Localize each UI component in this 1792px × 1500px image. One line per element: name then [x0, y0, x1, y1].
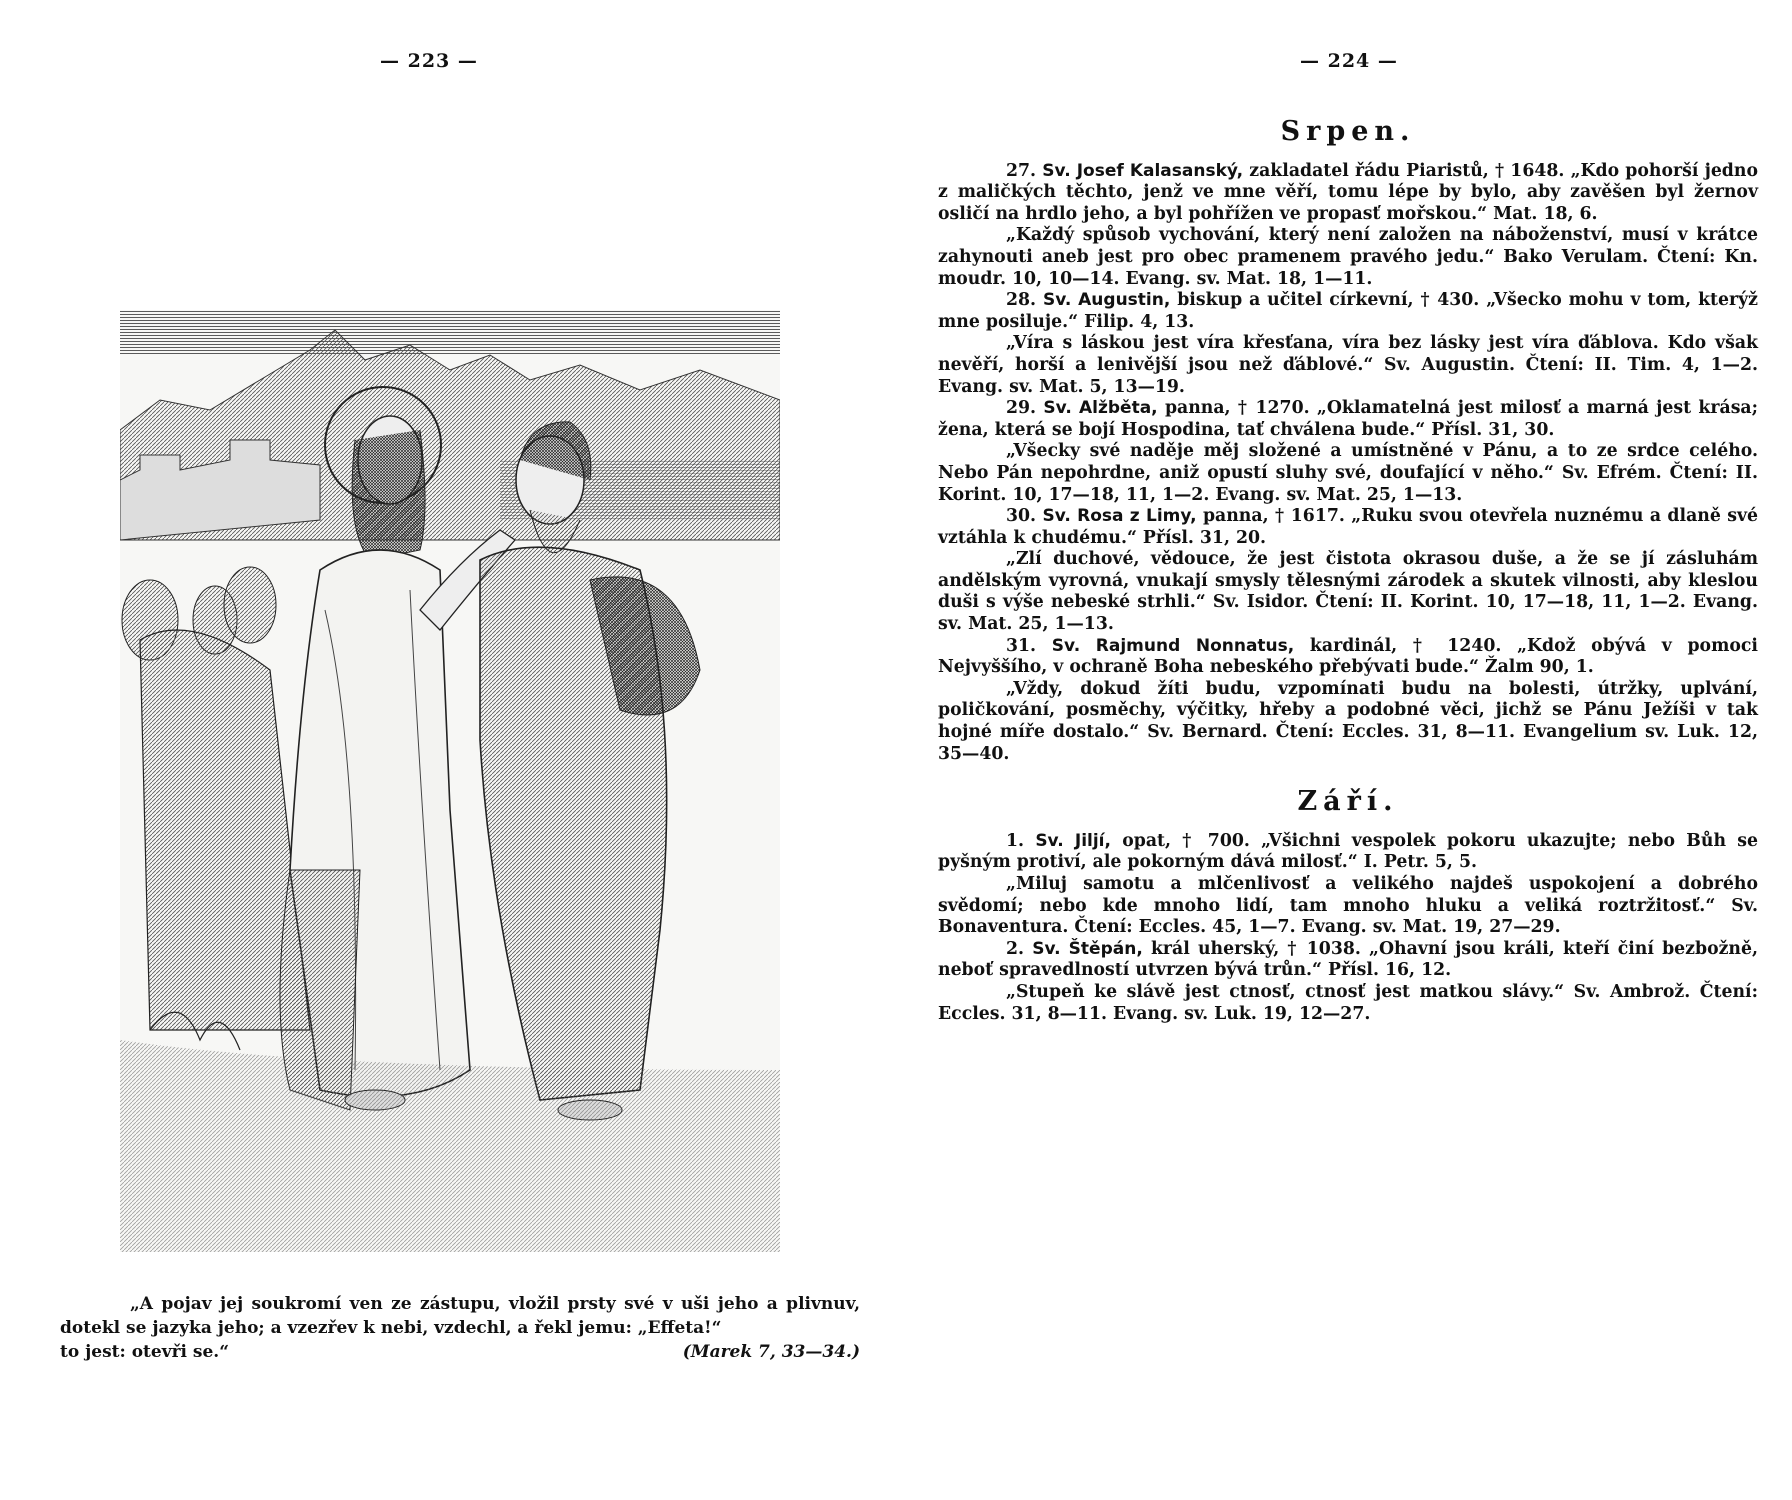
entry-day: 27.	[1006, 160, 1037, 181]
caption-reference-line	[60, 1340, 860, 1364]
entry-text: kardinál, † 1240. „Kdož obývá v pomoci Nejvyššího, v ochraně Boha nebeského přebývati bude.“ Žalm 90, 1.	[938, 635, 1758, 678]
quote-sep-1: „Miluj samotu a mlčenlivosť a velikého najdeš uspokojení a dobrého svědomí; nebo kde mnoho lidí, tam mnoho hluku a veliká roztržitosť.“ Sv. Bonaventura. Čtení: Eccles. 45, 1—7. Evang. sv. Mat. 19, 27—29.	[938, 874, 1758, 938]
caption-last-line: to jest: otevři se.“	[60, 1342, 229, 1362]
quote-30: „Zlí duchové, vědouce, že jest čistota okrasou duše, a že se jí zásluhám andělským vyrovná, vnukají smysly tělesnými zárodek a skutek vilnosti, aby kleslou duši s výše nebeské strhli.“ Sv. Isidor. Čtení: II. Korint. 10, 17—18, 11, 1—2. Evang. sv. Mat. 25, 1—13.	[938, 549, 1758, 635]
page-number-left: — 223 —	[380, 50, 478, 72]
saint-name: Sv. Štěpán,	[1032, 938, 1143, 959]
saint-name: Sv. Augustin,	[1042, 290, 1171, 311]
engraving-illustration	[120, 310, 780, 1252]
quote-31: „Vždy, dokud žíti budu, vzpomínati budu na bolesti, útržky, uplvání, poličkování, posměchy, výčitky, hřeby a podobné věci, jichž se Pánu Ježíši v tak hojné míře dostalo.“ Sv. Bernard. Čtení: Eccles. 31, 8—11. Evangelium sv. Luk. 12, 35—40.	[938, 678, 1758, 764]
quote-28: „Víra s láskou jest víra křesťana, víra bez lásky jest víra ďáblova. Kdo však nevěří, horší a lenivější jsou než ďáblové.“ Sv. Augustin. Čtení: II. Tim. 4, 1—2. Evang. sv. Mat. 5, 13—19.	[938, 333, 1758, 397]
entry-text: zakladatel řádu Piaristů, † 1648. „Kdo pohorší jedno z maličkých těchto, jenž ve mne věří, tomu lépe by bylo, aby zavěšen byl žernov osličí na hrdlo jeho, a byl pohřížen ve propasť mořskou.“ Mat. 18, 6.	[938, 160, 1758, 224]
entry-day: 2.	[1006, 938, 1025, 959]
entry-day: 1.	[1006, 830, 1025, 851]
entry-day: 29.	[1006, 398, 1037, 419]
entry-text: král uherský, † 1038. „Ohavní jsou králi, kteří činí bezbožně, neboť spravedlností utvrzen bývá trůn.“ Přísl. 16, 12.	[938, 938, 1758, 981]
caption-reference: (Marek 7, 33—34.)	[682, 1342, 860, 1362]
entry-day: 30.	[1006, 506, 1037, 527]
saint-name: Sv. Rajmund Nonnatus,	[1051, 635, 1295, 656]
quote-27: „Každý spůsob vychování, který není založen na náboženství, musí v krátce zahynouti aneb jest pro obec pramenem pravého jedu.“ Bako Verulam. Čtení: Kn. moudr. 10, 10—14. Evang. sv. Mat. 18, 1—11.	[938, 225, 1758, 289]
entry-29	[938, 398, 1758, 441]
entry-31	[938, 636, 1758, 679]
entry-sep-1	[938, 831, 1758, 874]
quote-29: „Všecky své naděje měj složené a umístněné v Pánu, a to ze srdce celého. Nebo Pán nepohrdne, aniž opustí sluhy své, doufající v něho.“ Sv. Efrém. Čtení: II. Korint. 10, 17—18, 11, 1—2. Evang. sv. Mat. 25, 1—13.	[938, 441, 1758, 505]
caption-text: „A pojav jej soukromí ven ze zástupu, vložil prsty své v uši jeho a plivnuv, dotekl se jazyka jeho; a vzezřev k nebi, vzdechl, a řekl jemu: „Effeta!“	[60, 1294, 860, 1338]
saint-name: Sv. Josef Kalasanský,	[1042, 160, 1244, 181]
entry-sep-2	[938, 939, 1758, 982]
saint-name: Sv. Rosa z Limy,	[1042, 506, 1197, 527]
saint-name: Sv. Jiljí,	[1035, 830, 1111, 851]
entry-text: biskup a učitel církevní, † 430. „Všecko mohu v tom, kterýž mne posiluje.“ Filip. 4, 13.	[938, 290, 1758, 332]
engraving-jesus-healing-deaf-man	[120, 310, 780, 1252]
entry-30	[938, 506, 1758, 549]
entry-day: 31.	[1006, 635, 1037, 656]
entry-text: panna, † 1617. „Ruku svou otevřela nuznému a dlaně své vztáhla k chudému.“ Přísl. 31, 20.	[938, 506, 1758, 548]
entry-text: opat, † 700. „Všichni vespolek pokoru ukazujte; nebo Bůh se pyšným protiví, ale pokorným dává milosť.“ I. Petr. 5, 5.	[938, 830, 1758, 873]
entry-28	[938, 290, 1758, 333]
saint-name: Sv. Alžběta,	[1043, 398, 1158, 419]
entry-text: panna, † 1270. „Oklamatelná jest milosť a marná jest krása; žena, která se bojí Hospodina, tať chválena bude.“ Přísl. 31, 30.	[938, 398, 1758, 440]
calendar-text-column	[938, 115, 1758, 1025]
month-heading-september: Září.	[1297, 786, 1399, 818]
month-heading-august: Srpen.	[1280, 116, 1416, 147]
entry-27	[938, 161, 1758, 226]
entry-day: 28.	[1006, 290, 1037, 311]
illustration-caption	[60, 1292, 860, 1364]
page-number-right: — 224 —	[1300, 50, 1398, 72]
quote-sep-2: „Stupeň ke slávě jest ctnosť, ctnosť jest matkou slávy.“ Sv. Ambrož. Čtení: Eccles. 31, 8—11. Evang. sv. Luk. 19, 12—27.	[938, 981, 1758, 1024]
